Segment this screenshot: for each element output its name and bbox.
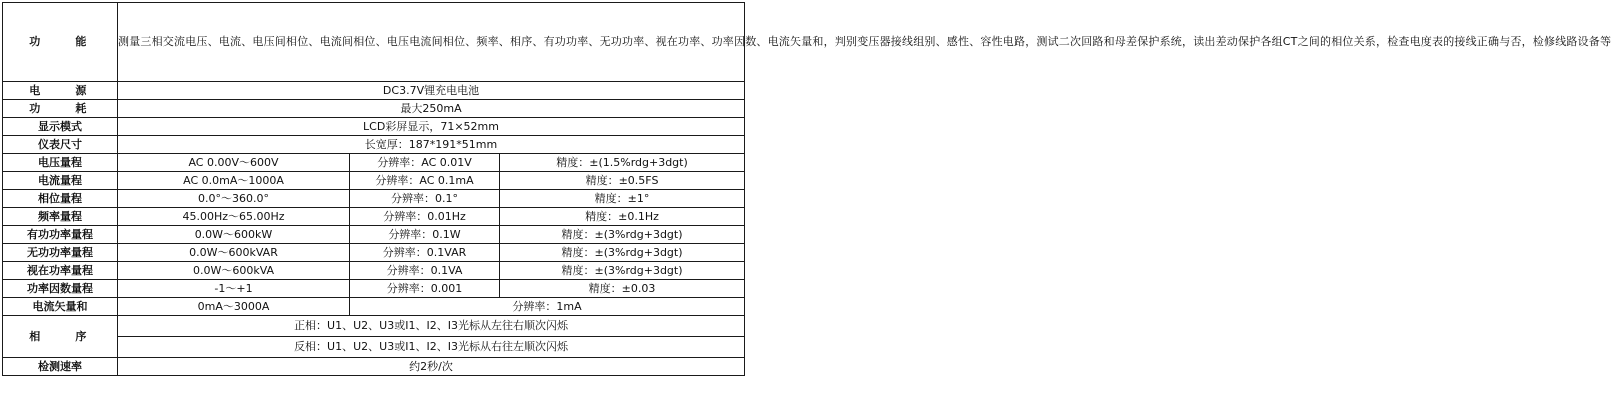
range-label: 功率因数量程 [3,280,118,298]
range-resolution: 分辨率：AC 0.01V [350,154,500,172]
detection-speed-label: 检测速率 [3,358,118,376]
vector-resolution: 分辨率：1mA [350,298,745,316]
range-value: 0.0W～600kVAR [118,244,350,262]
range-label: 视在功率量程 [3,262,118,280]
power-consumption-value: 最大250mA [118,100,745,118]
range-label: 有功功率量程 [3,226,118,244]
range-value: AC 0.00V～600V [118,154,350,172]
power-source-label: 电 源 [3,82,118,100]
range-value: 0.0W～600kVA [118,262,350,280]
row-power-factor-range [3,280,745,298]
range-resolution: 分辨率：0.001 [350,280,500,298]
range-value: 0.0°～360.0° [118,190,350,208]
row-current-vector-sum [3,298,745,316]
row-frequency-range [3,208,745,226]
row-dimensions [3,136,745,154]
range-accuracy: 精度：±(3%rdg+3dgt) [500,244,745,262]
range-accuracy: 精度：±0.03 [500,280,745,298]
range-resolution: 分辨率：0.1VA [350,262,500,280]
spec-table [2,2,1611,376]
vector-label: 电流矢量和 [3,298,118,316]
row-active-power-range [3,226,745,244]
range-resolution: 分辨率：AC 0.1mA [350,172,500,190]
range-resolution: 分辨率：0.1W [350,226,500,244]
range-value: 45.00Hz～65.00Hz [118,208,350,226]
detection-speed-value: 约2秒/次 [118,358,745,376]
dimensions-label: 仪表尺寸 [3,136,118,154]
row-power-consumption [3,100,745,118]
power-source-value: DC3.7V锂充电电池 [118,82,745,100]
range-value: -1～+1 [118,280,350,298]
phase-sequence-reverse: 反相：U1、U2、U3或I1、I2、I3光标从右往左顺次闪烁 [118,337,745,358]
display-mode-label: 显示模式 [3,118,118,136]
row-display-mode [3,118,745,136]
range-accuracy: 精度：±1° [500,190,745,208]
row-power-source [3,82,745,100]
range-value: 0.0W～600kW [118,226,350,244]
dimensions-value: 长宽厚：187*191*51mm [118,136,745,154]
function-text: 测量三相交流电压、电流、电压间相位、电流间相位、电压电流间相位、频率、相序、有功功率、无功功率、视在功率、功率因数、电流矢量和，判别变压器接线组别、感性、容性电路，测试二次回路和母差保护系统，读出差动保护各组CT之间的相位关系，检查电度表的接线正确与否，检修线路设备等 [118,3,745,82]
row-voltage-range [3,154,745,172]
range-label: 频率量程 [3,208,118,226]
function-label: 功 能 [3,3,118,82]
display-mode-value: LCD彩屏显示，71×52mm [118,118,745,136]
range-label: 无功功率量程 [3,244,118,262]
row-function [3,3,745,82]
vector-range: 0mA～3000A [118,298,350,316]
row-reactive-power-range [3,244,745,262]
range-value: AC 0.0mA～1000A [118,172,350,190]
range-label: 相位量程 [3,190,118,208]
row-current-range [3,172,745,190]
range-accuracy: 精度：±(1.5%rdg+3dgt) [500,154,745,172]
row-phase-sequence-forward [3,316,745,337]
power-consumption-label: 功 耗 [3,100,118,118]
phase-sequence-forward: 正相：U1、U2、U3或I1、I2、I3光标从左往右顺次闪烁 [118,316,745,337]
row-phase-range [3,190,745,208]
range-resolution: 分辨率：0.1VAR [350,244,500,262]
row-detection-speed [3,358,745,376]
range-resolution: 分辨率：0.1° [350,190,500,208]
range-resolution: 分辨率：0.01Hz [350,208,500,226]
range-accuracy: 精度：±0.1Hz [500,208,745,226]
range-accuracy: 精度：±(3%rdg+3dgt) [500,262,745,280]
range-accuracy: 精度：±0.5FS [500,172,745,190]
range-accuracy: 精度：±(3%rdg+3dgt) [500,226,745,244]
range-label: 电流量程 [3,172,118,190]
range-label: 电压量程 [3,154,118,172]
row-apparent-power-range [3,262,745,280]
phase-sequence-label: 相 序 [3,316,118,358]
